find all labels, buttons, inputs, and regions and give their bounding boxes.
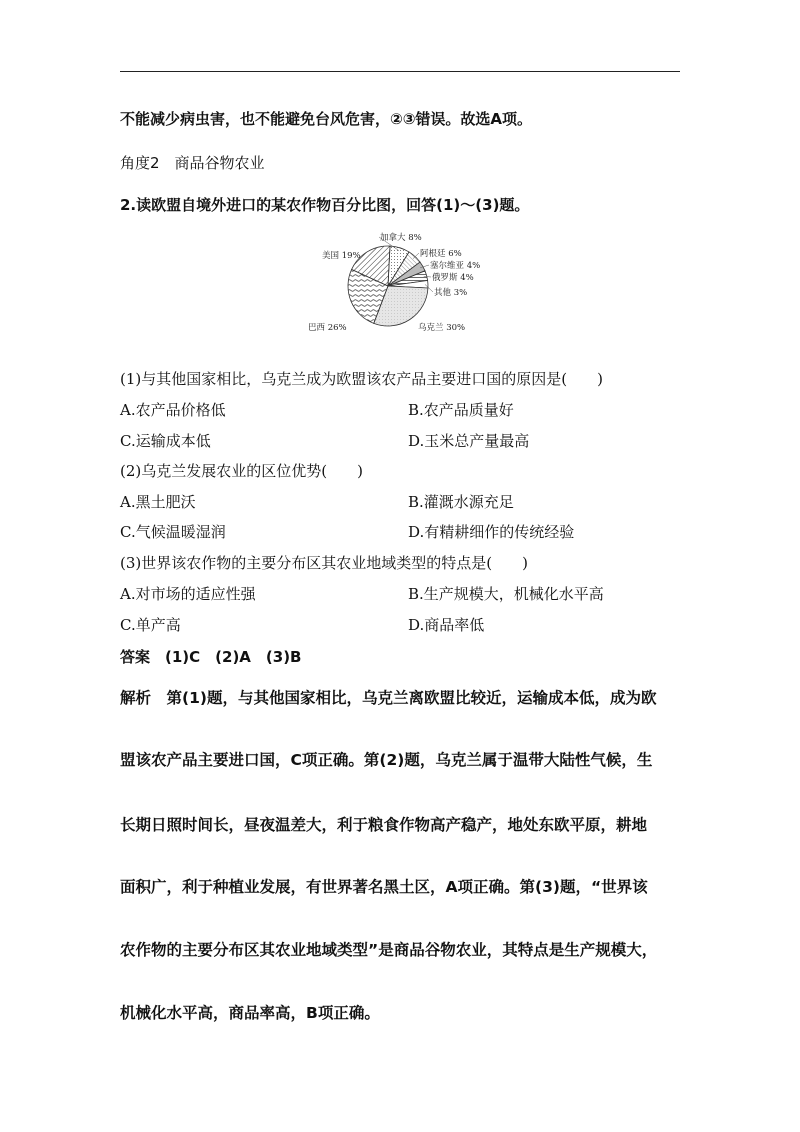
pie-label-3: 俄罗斯 4% <box>432 273 474 283</box>
pie-label-6: 巴西 26% <box>308 323 347 333</box>
pie-label-1: 阿根廷 6% <box>420 249 462 259</box>
q3-option-b: B.生产规模大，机械化水平高 <box>408 585 604 603</box>
q3-option-a: A.对市场的适应性强 <box>120 585 256 603</box>
explanation-line-6: 机械化水平高，商品率高，B项正确。 <box>120 1004 380 1022</box>
pie-label-5: 乌克兰 30% <box>418 323 466 333</box>
pie-label-2: 塞尔维亚 4% <box>430 261 481 271</box>
q2-option-c: C.气候温暖湿润 <box>120 523 226 541</box>
explanation-line-5: 农作物的主要分布区其农业地域类型”是商品谷物农业，其特点是生产规模大， <box>120 941 658 959</box>
pie-label-7: 美国 19% <box>322 251 361 261</box>
q2-stem: (2)乌克兰发展农业的区位优势( ) <box>120 462 363 480</box>
pie-label-0: 加拿大 8% <box>380 233 422 243</box>
q2-option-a: A.黑土肥沃 <box>120 493 196 511</box>
section-heading: 角度2 商品谷物农业 <box>120 154 265 172</box>
pie-chart-svg <box>300 228 500 338</box>
q1-option-c: C.运输成本低 <box>120 432 211 450</box>
q1-option-b: B.农产品质量好 <box>408 401 514 419</box>
pie-label-4: 其他 3% <box>434 288 468 298</box>
header-rule <box>120 71 680 72</box>
explanation-line-2: 盟该农产品主要进口国，C项正确。第(2)题，乌克兰属于温带大陆性气候，生 <box>120 751 653 769</box>
explanation-line-1: 解析 第(1)题，与其他国家相比，乌克兰离欧盟比较近，运输成本低，成为欧 <box>120 689 657 707</box>
answer-line: 答案 (1)C (2)A (3)B <box>120 648 302 666</box>
explanation-line-3: 长期日照时间长，昼夜温差大，利于粮食作物高产稳产，地处东欧平原，耕地 <box>120 816 648 834</box>
q2-option-d: D.有精耕细作的传统经验 <box>408 523 575 541</box>
question-intro: 2.读欧盟自境外进口的某农作物百分比图，回答(1)～(3)题。 <box>120 196 530 214</box>
explanation-line-4: 面积广，利于种植业发展，有世界著名黑土区，A项正确。第(3)题，“世界该 <box>120 878 648 896</box>
pie-chart <box>300 228 500 338</box>
q1-option-d: D.玉米总产量最高 <box>408 432 530 450</box>
q3-option-c: C.单产高 <box>120 616 181 634</box>
q3-stem: (3)世界该农作物的主要分布区其农业地域类型的特点是( ) <box>120 554 528 572</box>
continuation-line: 不能减少病虫害，也不能避免台风危害，②③错误。故选A项。 <box>120 110 533 128</box>
q2-option-b: B.灌溉水源充足 <box>408 493 514 511</box>
q1-stem: (1)与其他国家相比，乌克兰成为欧盟该农产品主要进口国的原因是( ) <box>120 370 603 388</box>
q1-option-a: A.农产品价格低 <box>120 401 226 419</box>
q3-option-d: D.商品率低 <box>408 616 485 634</box>
